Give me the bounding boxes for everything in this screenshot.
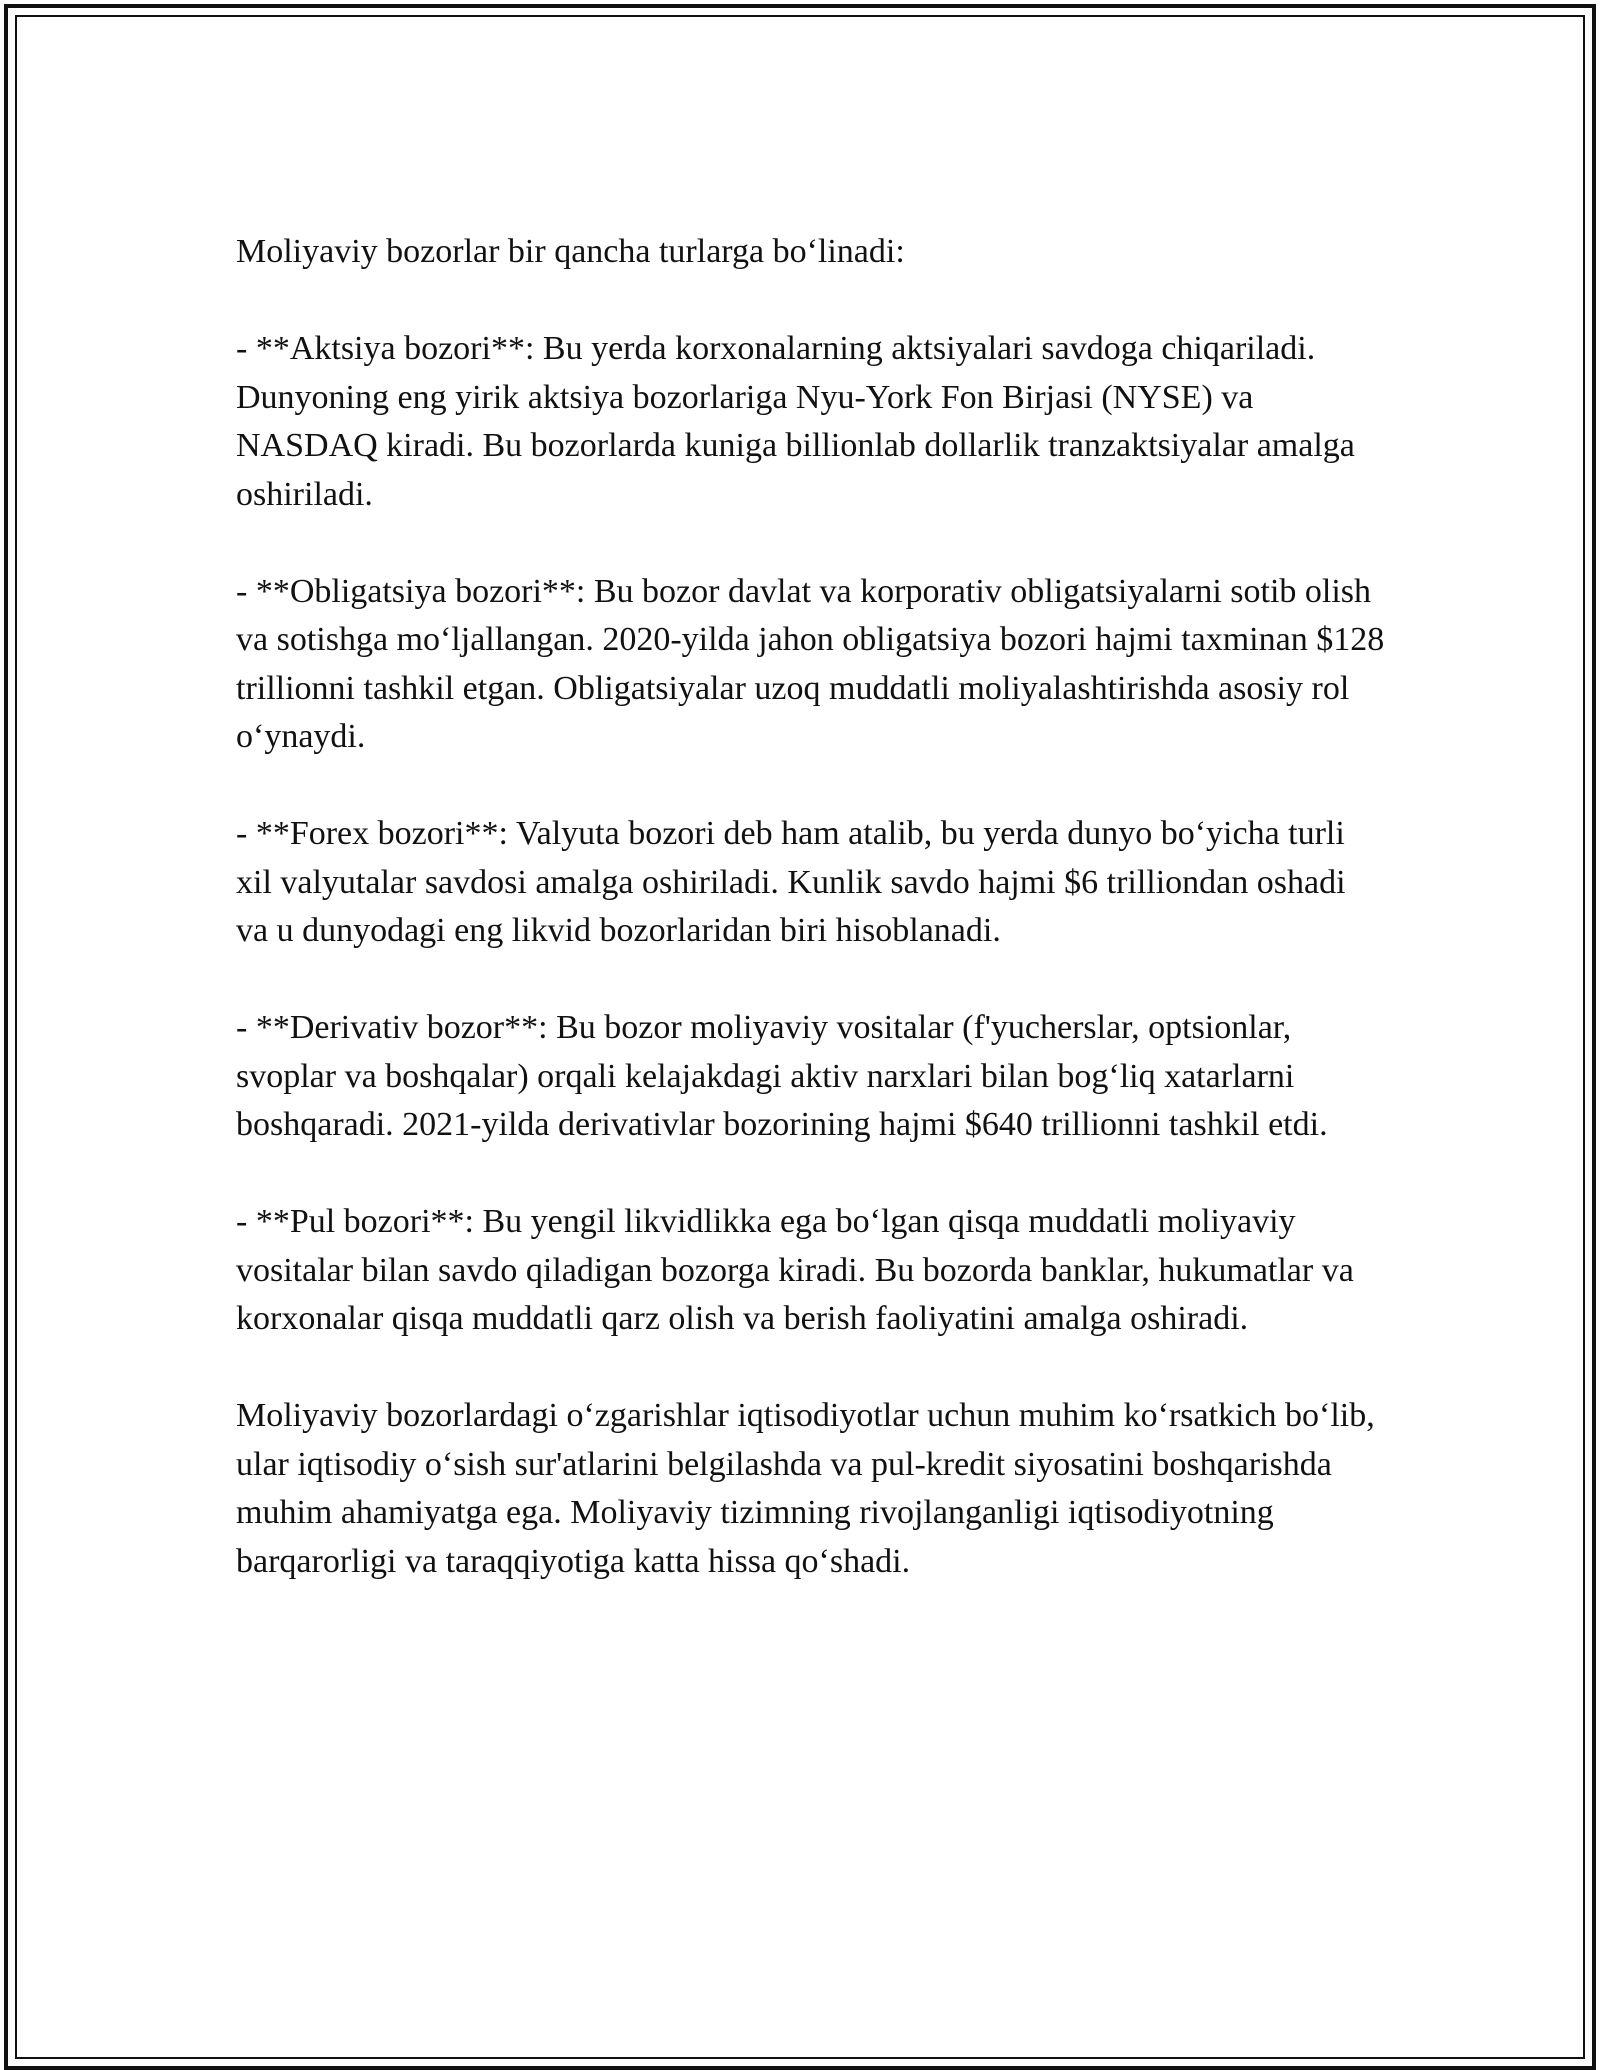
intro-paragraph: Moliyaviy bozorlar bir qancha turlarga bo‘linadi: [236,233,905,270]
list-item-bond-market: - **Obligatsiya bozori**: Bu bozor davlat va korporativ obligatsiyalarni sotib olish va sotishga mo‘ljallangan. 2020-yilda jahon obligatsiya bozori hajmi taxminan $128 trillionni tashkil etgan. Obligatsiyalar uzoq muddatli moliyalashtirishda asosiy rol o‘ynaydi. [236,572,1385,755]
list-item-derivatives-market: - **Derivativ bozor**: Bu bozor moliyaviy vositalar (f'yucherslar, optsionlar, svoplar va boshqalar) orqali kelajakdagi aktiv narxlari bilan bog‘liq xatarlarni boshqaradi. 2021-yilda derivativlar bozorining hajmi $640 trillionni tashkil etdi. [236,1009,1328,1143]
document-body [236,228,1386,1635]
list-item-stock-market: - **Aktsiya bozori**: Bu yerda korxonalarning aktsiyalari savdoga chiqariladi. Dunyoning eng yirik aktsiya bozorlariga Nyu-York Fon Birjasi (NYSE) va NASDAQ kiradi. Bu bozorlarda kuniga billionlab dollarlik tranzaktsiyalar amalga oshiriladi. [236,330,1355,513]
list-item-money-market: - **Pul bozori**: Bu yengil likvidlikka ega bo‘lgan qisqa muddatli moliyaviy vositalar bilan savdo qiladigan bozorga kiradi. Bu bozorda banklar, hukumatlar va korxonalar qisqa muddatli qarz olish va berish faoliyatini amalga oshiradi. [236,1203,1354,1337]
conclusion-paragraph: Moliyaviy bozorlardagi o‘zgarishlar iqtisodiyotlar uchun muhim ko‘rsatkich bo‘lib, ular iqtisodiy o‘sish sur'atlarini belgilashda va pul-kredit siyosatini boshqarishda muhim ahamiyatga ega. Moliyaviy tizimning rivojlanganligi iqtisodiyotning barqarorligi va taraqqiyotiga katta hissa qo‘shadi. [236,1397,1375,1580]
list-item-forex-market: - **Forex bozori**: Valyuta bozori deb ham atalib, bu yerda dunyo bo‘yicha turli xil valyutalar savdosi amalga oshiriladi. Kunlik savdo hajmi $6 trilliondan oshadi va u dunyodagi eng likvid bozorlaridan biri hisoblanadi. [236,815,1346,949]
